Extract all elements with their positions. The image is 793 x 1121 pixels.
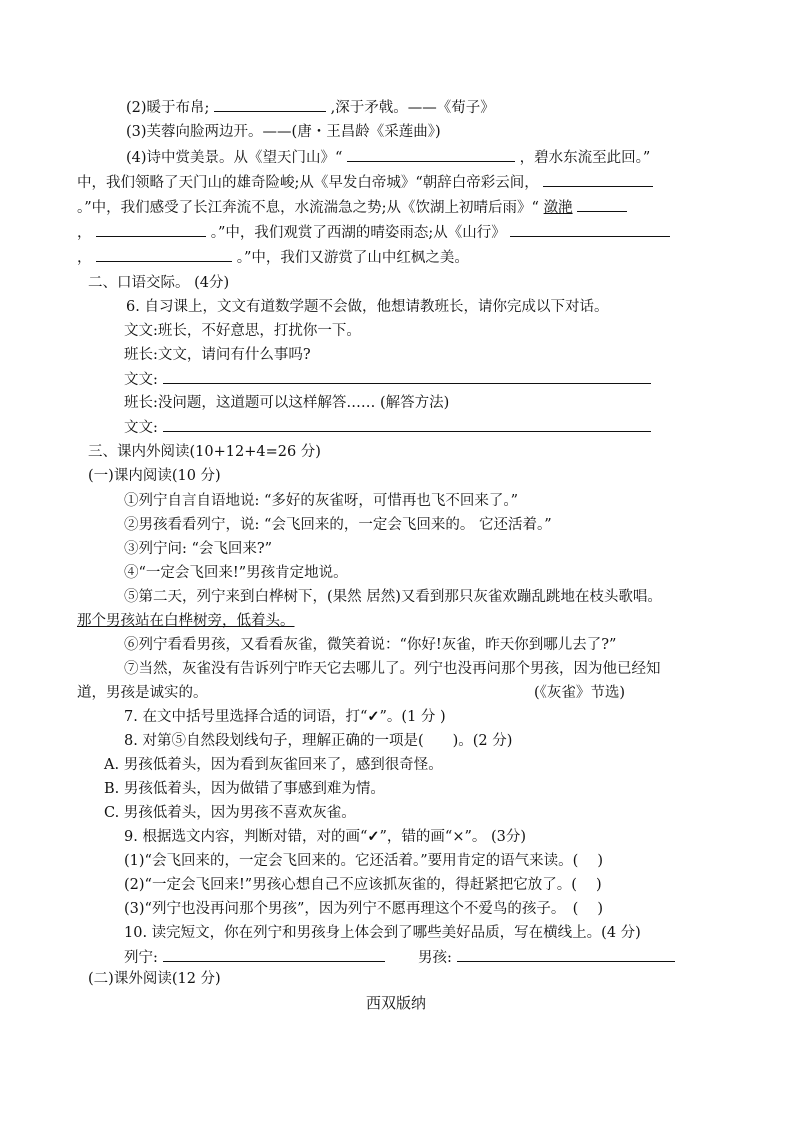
poetry-line-6: 。”中，我们感受了长江奔流不息，水流湍急之势;从《饮湖上初晴后雨》“ 潋滟 [77,197,627,218]
answer-blank[interactable] [457,947,675,962]
answer-blank[interactable] [163,369,651,384]
dialogue-line: 班长:文文，请问有什么事吗? [124,347,311,363]
passage-paragraph: ③列宁问: “会飞回来?” [124,541,273,557]
answer-line-nanhai: 男孩: [418,947,675,968]
passage-source: (《灰雀》节选) [534,685,626,701]
dialogue-line: 文文: [124,417,651,438]
answer-blank[interactable] [510,222,670,237]
question-9: 9. 根据选文内容，判断对错，对的画“✓”，错的画“×”。 (3分) [124,828,527,845]
option-c: C. 男孩低着头，因为男孩不喜欢灰雀。 [104,805,356,821]
answer-blank[interactable] [347,147,515,162]
passage-paragraph: ⑥列宁看看男孩，又看看灰雀，微笑着说：“你好!灰雀，昨天你到哪儿去了?” [124,637,617,653]
subsection-1-heading: (一)课内阅读(10 分) [88,468,221,484]
check-mark-icon: ✓ [367,708,380,725]
poetry-line-7: ， 。”中，我们观赏了西湖的晴姿雨态;从《山行》 [77,222,670,243]
section-3-heading: 三、课内外阅读(10+12+4=26 分) [88,444,321,460]
passage-paragraph: ④“一定会飞回来!”男孩肯定地说。 [124,565,348,581]
check-mark-icon: ✓ [367,828,380,845]
answer-blank[interactable] [214,97,326,112]
passage-paragraph: ⑤第二天，列宁来到白桦树下，(果然 居然)又看到那只灰雀欢蹦乱跳地在枝头歌唱。 [124,589,662,605]
answer-blank[interactable] [543,172,653,187]
passage-paragraph: ⑦当然，灰雀没有告诉列宁昨天它去哪儿了。列宁也没再问那个男孩，因为他已经知 [124,661,661,677]
judgement-item: (3)“列宁也没再问那个男孩”，因为列宁不愿再理这个不爱鸟的孩子。 ( ) [124,901,604,917]
answer-blank[interactable] [163,947,385,962]
passage-paragraph: ①列宁自言自语地说: “多好的灰雀呀，可惜再也飞不回来了。” [124,493,519,509]
question-6: 6. 自习课上，文文有道数学题不会做，他想请教班长，请你完成以下对话。 [126,299,609,315]
section-2-heading: 二、口语交际。 (4分) [88,275,230,291]
passage-paragraph: 道，男孩是诚实的。 [77,685,208,701]
question-10: 10. 读完短文，你在列宁和男孩身上体会到了哪些美好品质，写在横线上。(4 分) [124,925,641,941]
dialogue-line: 班长:没问题，这道题可以这样解答…… (解答方法) [124,395,450,411]
poetry-line-3: (3)芙蓉向脸两边开。——(唐・王昌龄《采莲曲》) [126,124,441,140]
poetry-line-5: 中，我们领略了天门山的雄奇险峻;从《早发白帝城》“朝辞白帝彩云间， [77,172,653,193]
option-b: B. 男孩低着头，因为做错了事感到难为情。 [104,781,385,797]
dialogue-line: 文文: [124,369,651,390]
subsection-2-heading: (二)课外阅读(12 分) [88,971,221,987]
option-a: A. 男孩低着头，因为看到灰雀回来了，感到很奇怪。 [104,757,443,773]
passage-paragraph: ②男孩看看列宁，说: “会飞回来的，一定会飞回来的。 它还活着。” [124,517,552,533]
poetry-line-8: ， 。”中，我们又游赏了山中红枫之美。 [77,247,469,268]
answer-blank[interactable] [163,417,651,432]
question-8: 8. 对第⑤自然段划线句子，理解正确的一项是( )。(2 分) [124,733,513,749]
judgement-item: (1)“会飞回来的，一定会飞回来的。它还活着。”要用肯定的语气来读。( ) [124,853,604,869]
answer-blank[interactable] [96,222,206,237]
underlined-sentence: 那个男孩站在白桦树旁，低着头。 [77,613,295,629]
question-7: 7. 在文中括号里选择合适的词语，打“✓”。(1 分 ) [124,708,446,725]
poetry-line-4: (4)诗中赏美景。从《望天门山》“ ，碧水东流至此回。” [126,147,650,168]
poetry-line-2: (2)暖于布帛; ,深于矛戟。——《荀子》 [126,97,495,118]
answer-line-lening: 列宁: [124,947,385,968]
passage-title: 西双版纳 [366,994,427,1012]
answer-blank[interactable] [96,247,232,262]
dialogue-line: 文文:班长，不好意思，打扰你一下。 [124,323,361,339]
judgement-item: (2)“一定会飞回来!”男孩心想自己不应该抓灰雀的，得赶紧把它放了。( ) [124,877,602,893]
answer-blank[interactable] [577,197,627,212]
